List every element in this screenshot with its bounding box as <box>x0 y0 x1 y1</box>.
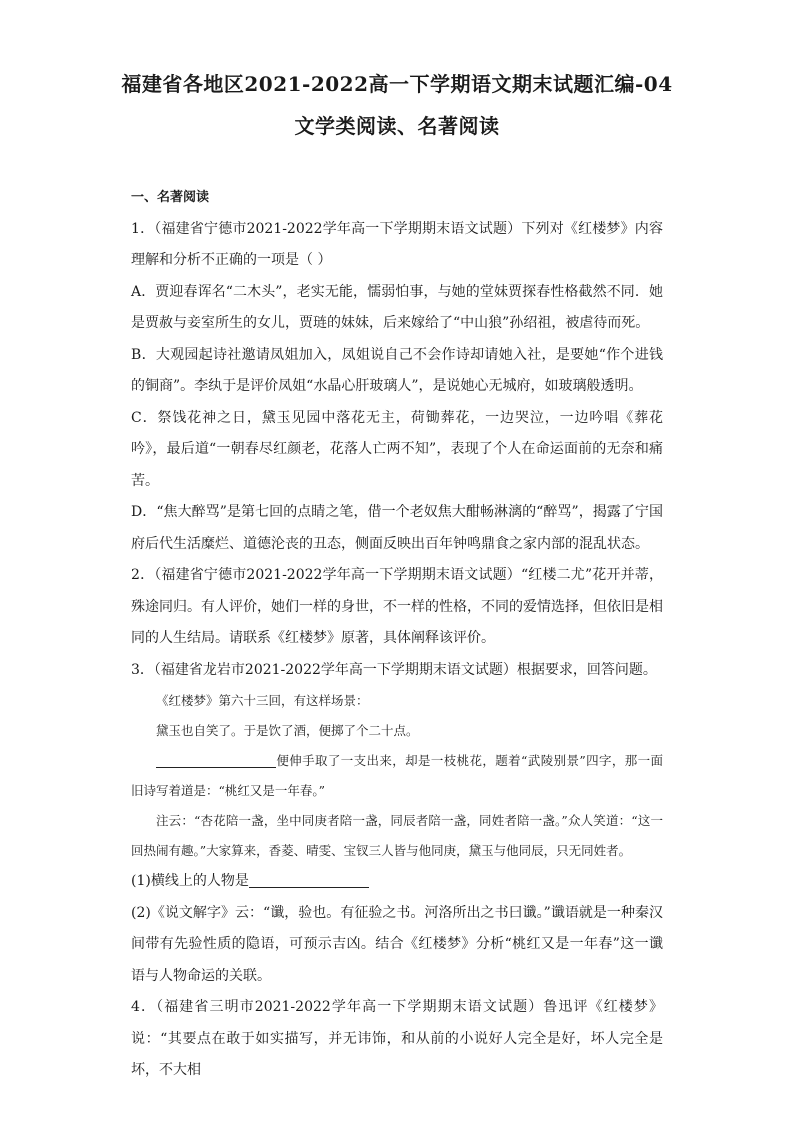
question-3-stem: 3．（福建省龙岩市2021-2022学年高一下学期期末语文试题）根据要求，回答问题。 <box>131 661 657 678</box>
question-2-stem: 2．（福建省宁德市2021-2022学年高一下学期期末语文试题）“红楼二尤”花开并蒂，殊途同归。有人评价，她们一样的身世，不一样的性格，不同的爱情选择，但依旧是相同的人生结局。请联系《红楼梦》原著，具体阐释该评价。 <box>131 567 663 646</box>
question-1-option-a: A．贾迎春诨名“二木头”，老实无能，懦弱怕事，与她的堂妹贾探春性格截然不同．她是贾赦与妾室所生的女儿，贾琏的妹妹，后来嫁给了“中山狼”孙绍祖，被虐待而死。 <box>131 283 663 331</box>
question-4-stem: 4．（福建省三明市2021-2022学年高一下学期期末语文试题）鲁迅评《红楼梦》说：“其要点在敢于如实描写，并无讳饰，和从前的小说好人完全是好，坏人完全是坏，不大相 <box>131 999 663 1078</box>
question-1-option-c: C．祭饯花神之日，黛玉见园中落花无主，荷锄葬花，一边哭泣，一边吟唱《葬花吟》，最后道“一朝春尽红颜老，花落人亡两不知”，表现了个人在命运面前的无奈和痛苦。 <box>131 409 663 489</box>
document-title: 福建省各地区2021-2022高一下学期语文期末试题汇编-04 <box>121 72 673 96</box>
fill-in-blank <box>156 751 276 768</box>
answer-blank <box>249 871 369 888</box>
question-3-sub-1-text: (1)横线上的人物是 <box>131 873 249 889</box>
question-3-sub-1 <box>131 866 663 898</box>
document-subtitle: 文学类阅读、名著阅读 <box>294 114 500 138</box>
question-1-option-d: D．“焦大醉骂”是第七回的点睛之笔，借一个老奴焦大酣畅淋漓的“醉骂”，揭露了宁国府后代生活糜烂、道德沦丧的丑态，侧面反映出百年钟鸣鼎食之家内部的混乱状态。 <box>131 504 663 552</box>
question-3-quote-note: 注云：“杏花陪一盏，坐中同庚者陪一盏，同辰者陪一盏，同姓者陪一盏。”众人笑道：“这一回热闹有趣。”大家算来，香菱、晴雯、宝钗三人皆与他同庚，黛玉与他同辰，只无同姓者。 <box>131 813 663 858</box>
document-body <box>131 182 663 1087</box>
question-3-quote-blank-line <box>131 746 663 806</box>
question-1-option-b: B．大观园起诗社邀请凤姐加入，凤姐说自己不会作诗却请她入社，是要她“作个进钱的铜商”。李纨于是评价凤姐“水晶心肝玻璃人”，是说她心无城府，如玻璃般透明。 <box>131 346 663 394</box>
question-3-quote-text: 便伸手取了一支出来，却是一枝桃花，题着“武陵别景”四字，那一面旧诗写着道是：“桃红又是一年春。” <box>131 753 663 798</box>
question-3-quote-intro: 《红楼梦》第六十三回，有这样场景： <box>156 693 369 708</box>
question-3-quote-line: 黛玉也自笑了。于是饮了酒，便掷了个二十点。 <box>156 723 419 738</box>
question-1-stem: 1．（福建省宁德市2021-2022学年高一下学期期末语文试题）下列对《红楼梦》内容理解和分析不正确的一项是（ ） <box>131 220 663 268</box>
section-heading: 一、名著阅读 <box>131 190 210 205</box>
question-3-sub-2: (2)《说文解字》云：“谶，验也。有征验之书。河洛所出之书曰谶。”谶语就是一种秦汉间带有先验性质的隐语，可预示吉凶。结合《红楼梦》分析“桃红又是一年春”这一谶语与人物命运的关联。 <box>131 904 663 984</box>
